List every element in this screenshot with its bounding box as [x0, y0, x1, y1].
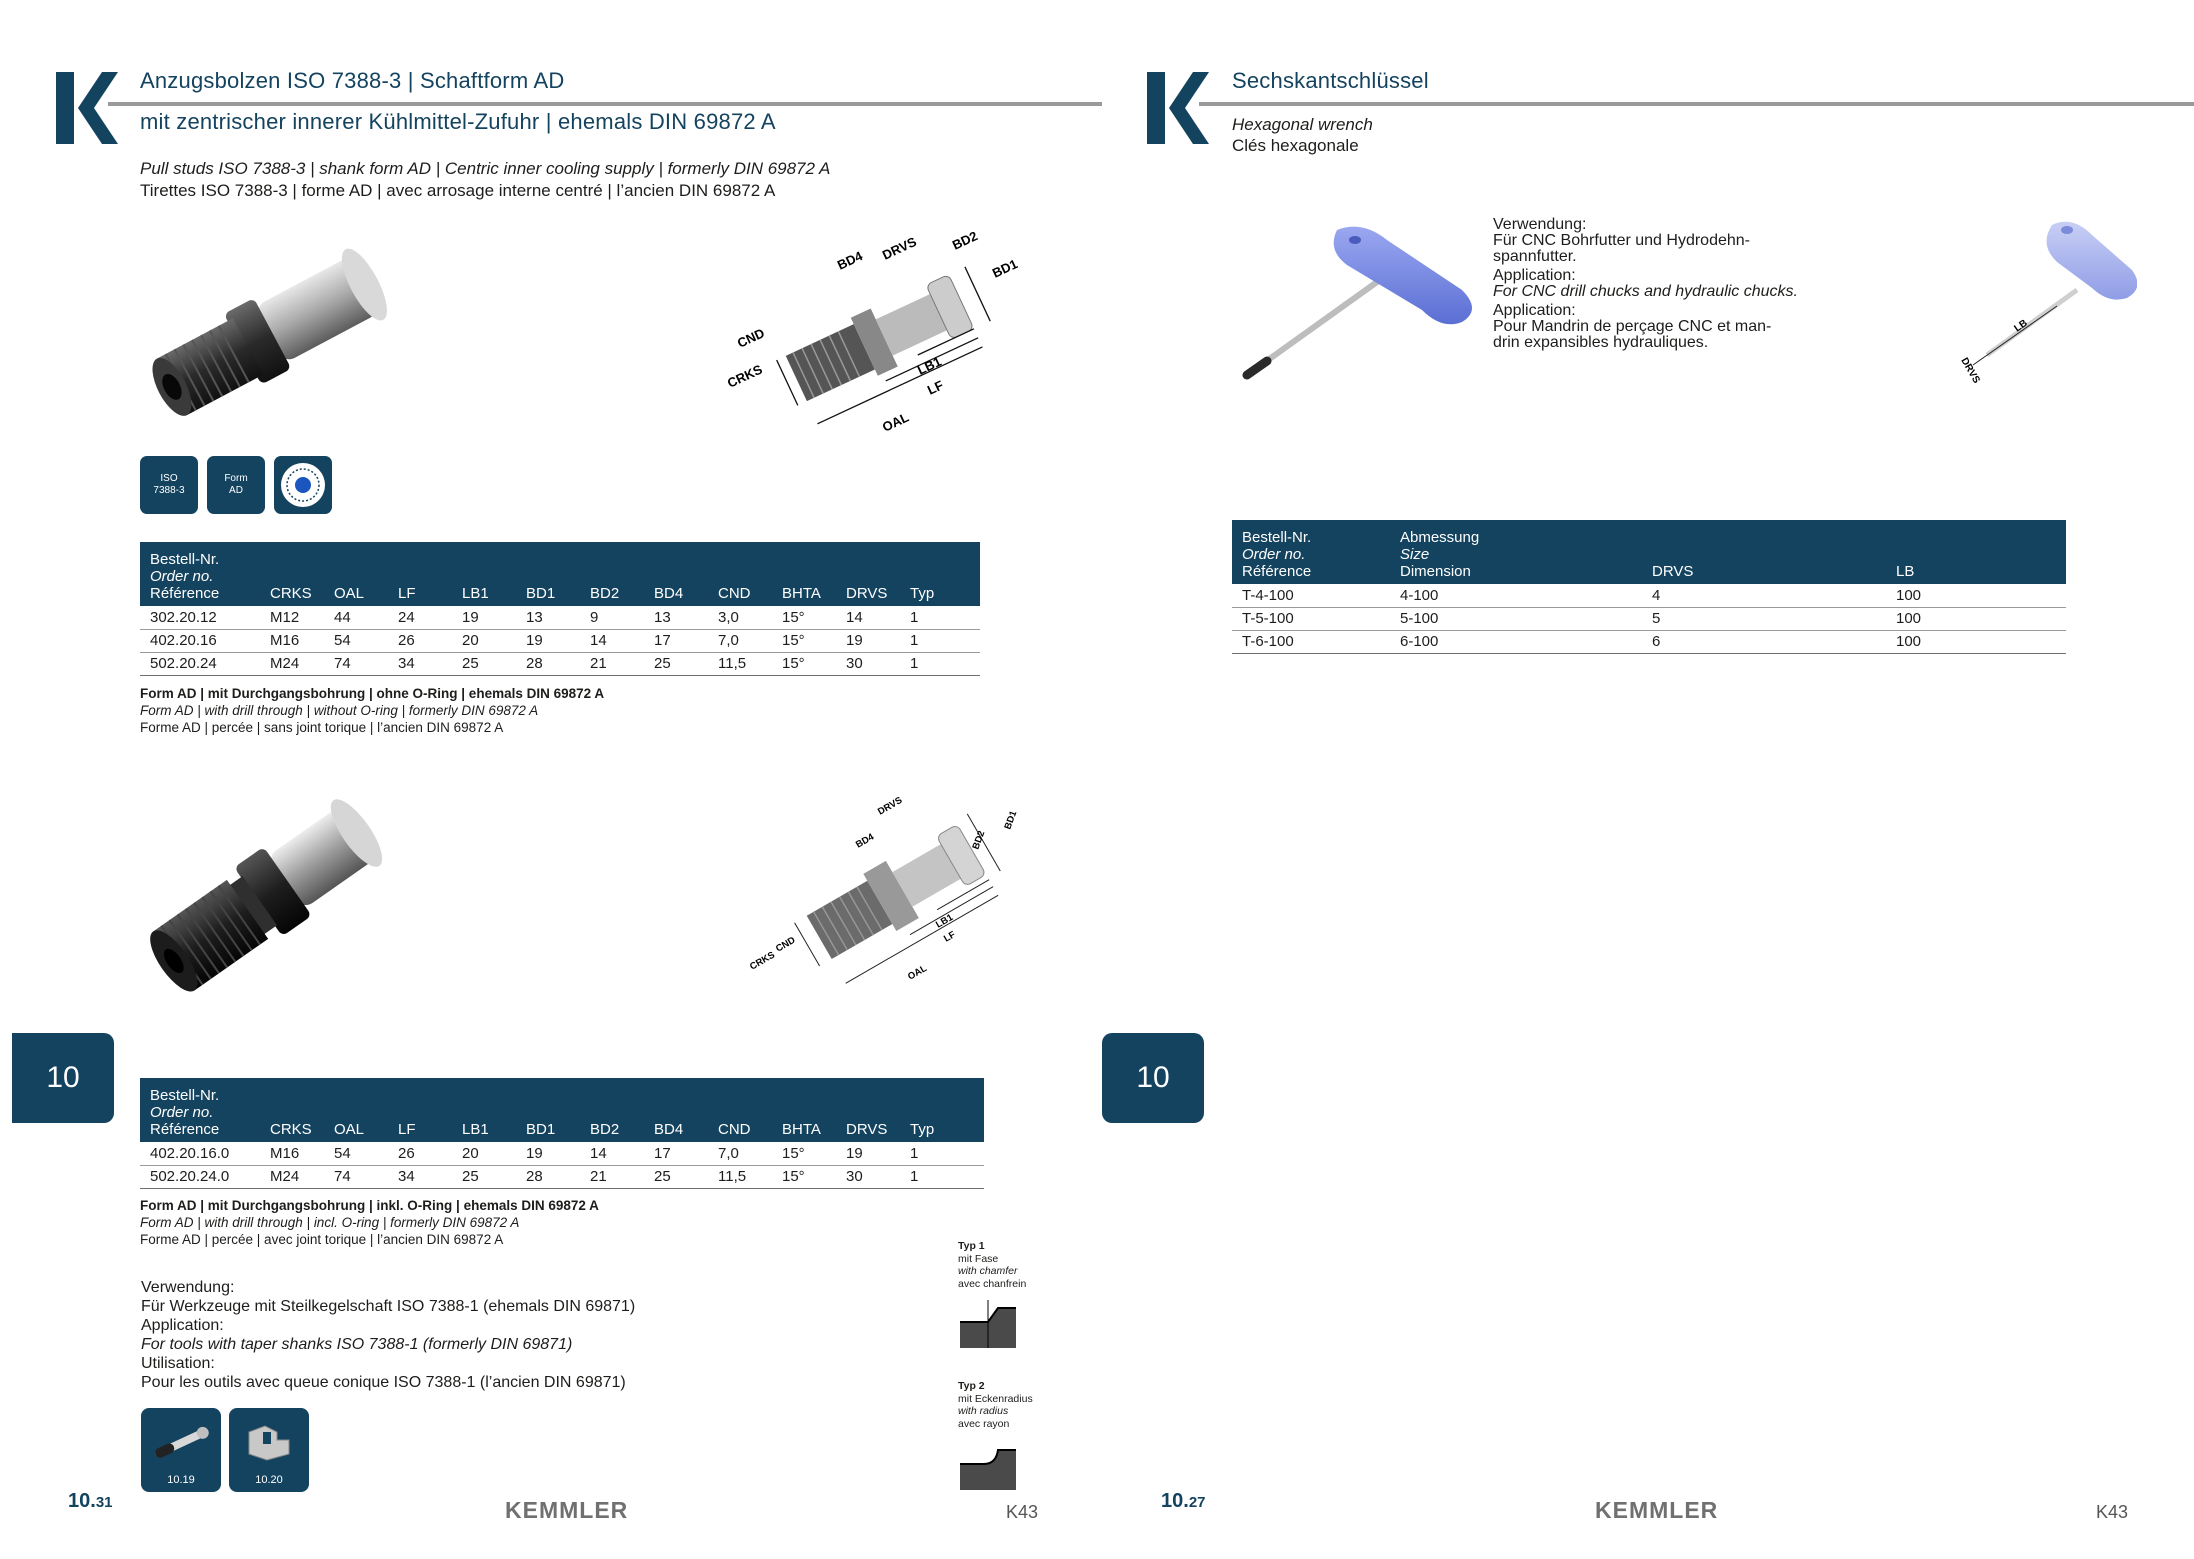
coolant-center-icon — [279, 461, 327, 509]
page-number: 10.27 — [1161, 1490, 1206, 1512]
form-badge: Form AD — [207, 456, 265, 514]
subtitle-fr: Clés hexagonale — [1232, 136, 1359, 155]
dim2-label-crks: CRKS — [748, 949, 777, 973]
typ1-chamfer-drawing — [958, 1292, 1022, 1350]
page-title: Sechskantschlüssel — [1232, 68, 1429, 93]
right-page — [1097, 0, 2194, 1559]
dim2-label-lf: LF — [942, 929, 958, 945]
pull-stud-dimension-drawing — [720, 220, 1040, 470]
dim-label-lb1: LB1 — [914, 353, 944, 378]
brand-wordmark: KEMMLER — [1595, 1497, 1719, 1523]
table2-footnote: Form AD | mit Durchgangsbohrung | inkl. O-Ring | ehemals DIN 69872 A Form AD | with drill through | incl. O-ring | formerly DIN 69872 A Forme AD | percée | avec joint torique | l’ancien DIN 69872 A — [140, 1198, 599, 1247]
dim-label-drvs: DRVS — [879, 233, 919, 263]
pull-stud-oring-photo — [138, 795, 398, 995]
pull-stud-table-2 — [140, 1078, 984, 1189]
dim-label-drvs: DRVS — [1958, 356, 1982, 386]
table-header-row: Bestell-Nr. Order no. Référence CRKS OAL LF LB1 BD1 BD2 BD4 CND BHTA DRVS Typ — [140, 1078, 984, 1142]
catalog-ref: K43 — [1006, 1502, 1039, 1522]
subtitle-en: Pull studs ISO 7388-3 | shank form AD | Centric inner cooling supply | formerly DIN 69872 A — [140, 159, 831, 178]
table-header-row: Bestell-Nr. Order no. Référence Abmessung Size Dimension DRVS LB — [1232, 520, 2066, 584]
table-row: 502.20.24 M24 74 34 25 28 21 25 11,5 15° 30 1 — [140, 652, 980, 675]
dim-label-bd4: BD4 — [834, 248, 865, 273]
table-row: 402.20.16.0 M16 54 26 20 19 14 17 7,0 15° 19 1 — [140, 1142, 984, 1165]
pull-stud-oring-dimension-drawing — [730, 780, 1050, 1020]
hex-wrench-table — [1232, 520, 2066, 654]
dim-label-lf: LF — [924, 377, 946, 398]
table1-footnote: Form AD | mit Durchgangsbohrung | ohne O-Ring | ehemals DIN 69872 A Form AD | with drill through | without O-ring | formerly DIN 69872 A Forme AD | percée | sans joint torique | l’ancien DIN 69872 A — [140, 686, 605, 735]
dim2-label-oal: OAL — [906, 963, 929, 983]
dim-label-bd2: BD2 — [949, 228, 980, 253]
pull-stud-photo — [140, 245, 400, 430]
catalog-ref: K43 — [2096, 1502, 2129, 1522]
page-subtitle-line: mit zentrischer innerer Kühlmittel-Zufuhr | ehemals DIN 69872 A — [140, 109, 776, 134]
xref-10-19[interactable]: 10.19 — [141, 1408, 221, 1492]
title-rule — [108, 102, 1102, 106]
table-row: T-4-100 4-100 4 100 — [1232, 584, 2066, 607]
pull-stud-table-1 — [140, 542, 980, 676]
dim2-label-cnd: CND — [774, 934, 798, 955]
subtitle-en: Hexagonal wrench — [1232, 115, 1373, 134]
dim-label-oal: OAL — [879, 409, 912, 435]
application-block: Verwendung: Für CNC Bohrfutter und Hydrodehn- spannfutter. Application: For CNC drill chucks and hydraulic chucks. Application: Pour Mandrin de perçage CNC et man- drin expansibles hydrauliques. — [1493, 216, 1798, 351]
dim2-label-bd4: BD4 — [854, 831, 876, 851]
kemmler-k-logo — [56, 72, 118, 144]
dim2-label-drvs: DRVS — [876, 794, 905, 818]
table-header-row: Bestell-Nr. Order no. Référence CRKS OAL LF LB1 BD1 BD2 BD4 CND BHTA DRVS Typ — [140, 542, 980, 606]
xref-10-20[interactable]: 10.20 — [229, 1408, 309, 1492]
dim2-label-lb1: LB1 — [934, 912, 956, 931]
table-row: 502.20.24.0 M24 74 34 25 28 21 25 11,5 15° 30 1 — [140, 1165, 984, 1188]
usage-block: Verwendung: Für Werkzeuge mit Steilkegelschaft ISO 7388-1 (ehemals DIN 69871) Application: For tools with taper shanks ISO 7388-1 (formerly DIN 69871) Utilisation: Pour les outils avec queue conique ISO 7388-1 (l’ancien DIN 69871) — [141, 1279, 636, 1391]
chapter-tab: 10 — [12, 1033, 114, 1123]
dim-label-bd1: BD1 — [989, 256, 1020, 281]
table-row: 302.20.12 M12 44 24 19 13 9 13 3,0 15° 14 1 — [140, 606, 980, 629]
table-row: 402.20.16 M16 54 26 20 19 14 17 7,0 15° 19 1 — [140, 629, 980, 652]
table-row: T-5-100 5-100 5 100 — [1232, 607, 2066, 630]
dim2-label-bd2: BD2 — [970, 829, 988, 852]
typ2-legend: Typ 2 mit Eckenradius with radius avec rayon — [958, 1380, 1033, 1430]
page-number: 10.31 — [68, 1490, 113, 1512]
subtitle-fr: Tirettes ISO 7388-3 | forme AD | avec arrosage interne centré | l’ancien DIN 69872 A — [140, 181, 776, 200]
page-title: Anzugsbolzen ISO 7388-3 | Schaftform AD — [140, 68, 565, 93]
iso-badge: ISO 7388-3 — [140, 456, 198, 514]
dim-label-cnd: CND — [734, 325, 767, 351]
hex-wrench-dimension-drawing — [1877, 210, 2137, 390]
cooling-badge — [274, 456, 332, 514]
dim-label-crks: CRKS — [724, 361, 765, 391]
table-row: T-6-100 6-100 6 100 — [1232, 630, 2066, 653]
hex-wrench-photo — [1227, 210, 1487, 400]
dim2-label-bd1: BD1 — [1002, 809, 1020, 832]
chapter-tab: 10 — [1102, 1033, 1204, 1123]
clamping-block-icon — [237, 1418, 301, 1468]
dim-label-lb: LB — [2012, 317, 2030, 335]
typ1-legend: Typ 1 mit Fase with chamfer avec chanfrein — [958, 1240, 1027, 1290]
torque-wrench-icon — [149, 1418, 213, 1468]
kemmler-k-logo — [1147, 72, 1209, 144]
typ2-radius-drawing — [958, 1434, 1022, 1492]
title-rule — [1199, 102, 2194, 106]
brand-wordmark: KEMMLER — [505, 1497, 629, 1523]
